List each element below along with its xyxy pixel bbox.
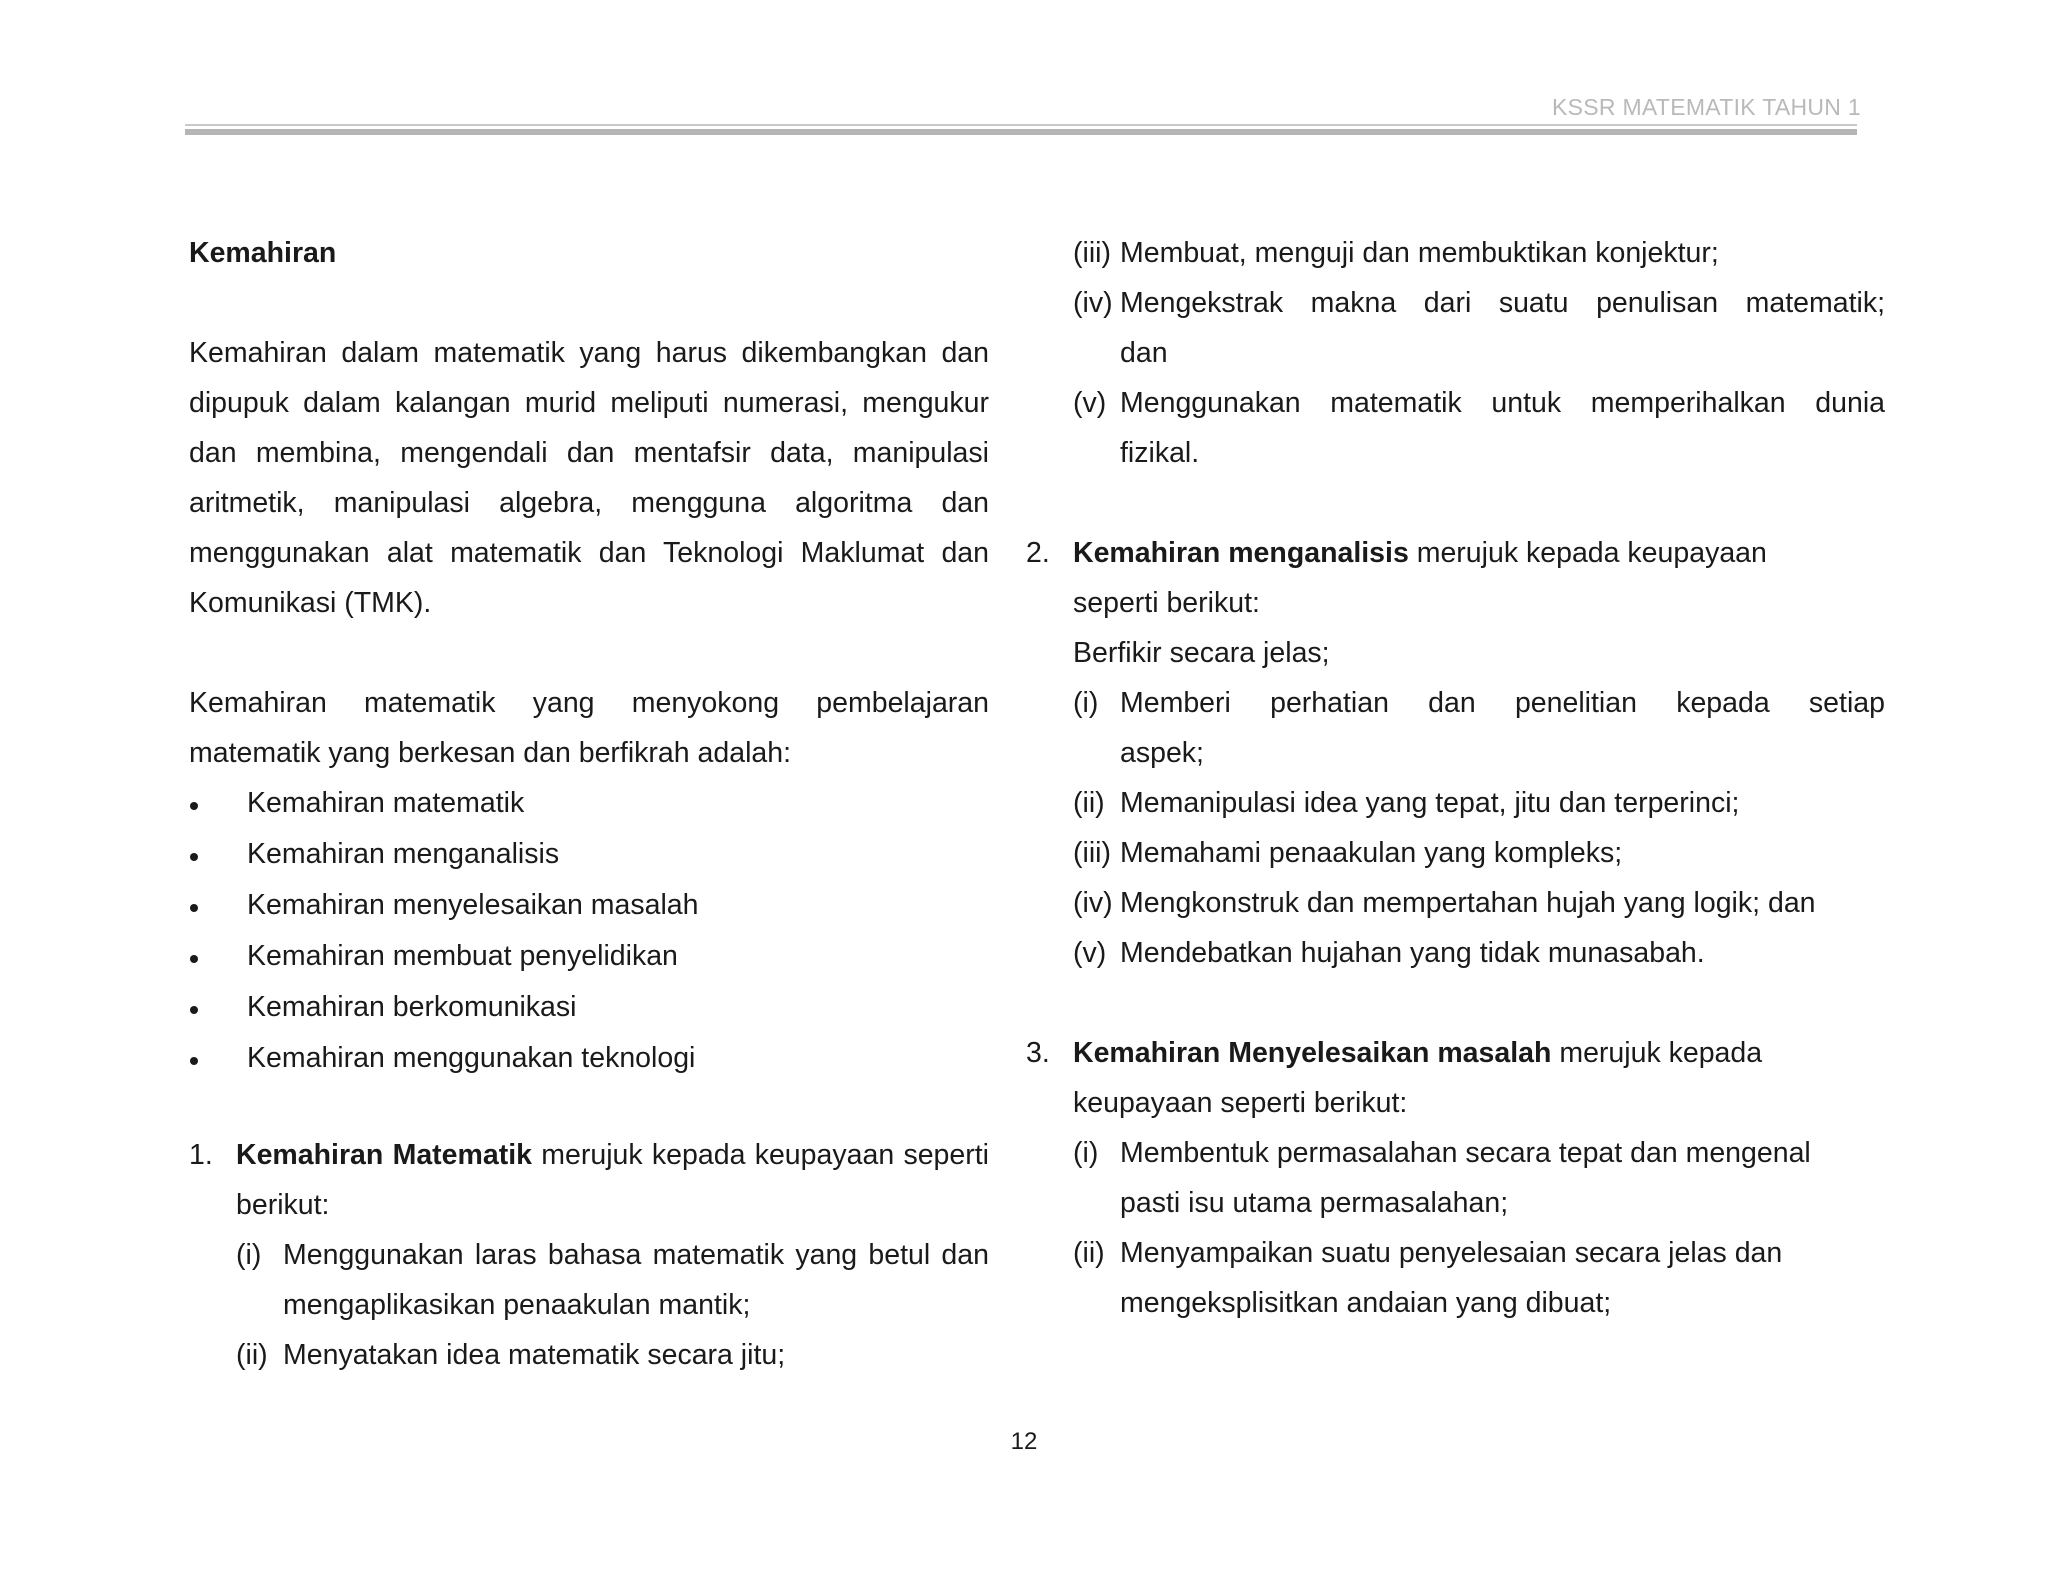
sub-item: (ii) Memanipulasi idea yang tepat, jitu dan terperinci; xyxy=(1073,787,1740,819)
item-number: 2. xyxy=(1026,537,1050,569)
item-lead: Kemahiran menganalisis merujuk kepada keupayaan xyxy=(1073,537,1767,569)
list-item: Kemahiran menganalisis xyxy=(189,829,989,880)
intro-paragraph-last-line: Komunikasi (TMK). xyxy=(189,587,432,619)
sub-item: (iii) Memahami penaakulan yang kompleks; xyxy=(1073,837,1623,869)
numbered-item-3 xyxy=(1026,1028,1885,1328)
item-lead-last-line: keupayaan seperti berikut: xyxy=(1073,1087,1408,1119)
sub-item: (ii) Menyampaikan suatu penyelesaian secara jelas dan mengeksplisitkan andaian yang dibuat; xyxy=(1073,1237,1783,1319)
list-item: Kemahiran berkomunikasi xyxy=(189,982,989,1033)
right-column xyxy=(1026,228,1885,1328)
intro-paragraph: Kemahiran dalam matematik yang harus dikembangkan dan dipupuk dalam kalangan murid meliputi numerasi, mengukur dan membina, mengendali dan mentafsir data, manipulasi aritmetik, manipulasi algebra, mengguna algoritma dan menggunakan alat matematik dan Teknologi Maklumat dan xyxy=(189,337,989,569)
item-lead: Kemahiran Matematik merujuk kepada keupayaan seperti xyxy=(236,1139,989,1171)
page-number: 12 xyxy=(1010,1428,1038,1455)
left-column xyxy=(189,228,989,1380)
item-lead-last-line: seperti berikut: xyxy=(1073,587,1260,619)
numbered-item-1 xyxy=(189,1130,989,1380)
item-lead: Kemahiran Menyelesaikan masalah merujuk kepada xyxy=(1073,1037,1763,1069)
header-title: KSSR MATEMATIK TAHUN 1 xyxy=(1551,94,1861,120)
sub-item: (iv) Mengkonstruk dan mempertahan hujah yang logik; dan xyxy=(1073,887,1816,919)
sub-item: (iv) Mengekstrak makna dari suatu penulisan matematik; dan xyxy=(1073,287,1885,369)
skills-intro-last-line: matematik yang berkesan dan berfikrah adalah: xyxy=(189,737,792,769)
skills-bullet-list xyxy=(189,778,989,1084)
sub-item: (i) Memberi perhatian dan penelitian kepada setiap aspek; xyxy=(1073,687,1885,769)
list-item: Kemahiran menyelesaikan masalah xyxy=(189,880,989,931)
sub-item: (iii) Membuat, menguji dan membuktikan konjektur; xyxy=(1073,237,1719,269)
section-heading: Kemahiran xyxy=(189,237,337,269)
numbered-item-2 xyxy=(1026,528,1885,978)
item-lead-last-line: berikut: xyxy=(236,1189,330,1221)
sub-item: (i) Menggunakan laras bahasa matematik yang betul dan mengaplikasikan penaakulan mantik; xyxy=(236,1239,989,1321)
sub-item: (v) Menggunakan matematik untuk memperihalkan dunia fizikal. xyxy=(1073,387,1885,469)
list-item: Kemahiran membuat penyelidikan xyxy=(189,931,989,982)
list-item: Kemahiran menggunakan teknologi xyxy=(189,1033,989,1084)
item-number: 1. xyxy=(189,1139,213,1171)
sub-item: (ii) Menyatakan idea matematik secara jitu; xyxy=(236,1339,786,1371)
sub-item: (v) Mendebatkan hujahan yang tidak munasabah. xyxy=(1073,937,1705,969)
item-intro: Berfikir secara jelas; xyxy=(1073,637,1330,669)
skills-intro: Kemahiran matematik yang menyokong pembelajaran xyxy=(189,687,989,719)
sub-item: (i) Membentuk permasalahan secara tepat dan mengenal pasti isu utama permasalahan; xyxy=(1073,1137,1811,1219)
header-rule-thick xyxy=(185,129,1857,135)
item-number: 3. xyxy=(1026,1037,1050,1069)
header-rule xyxy=(185,124,1857,126)
list-item: Kemahiran matematik xyxy=(189,778,989,829)
